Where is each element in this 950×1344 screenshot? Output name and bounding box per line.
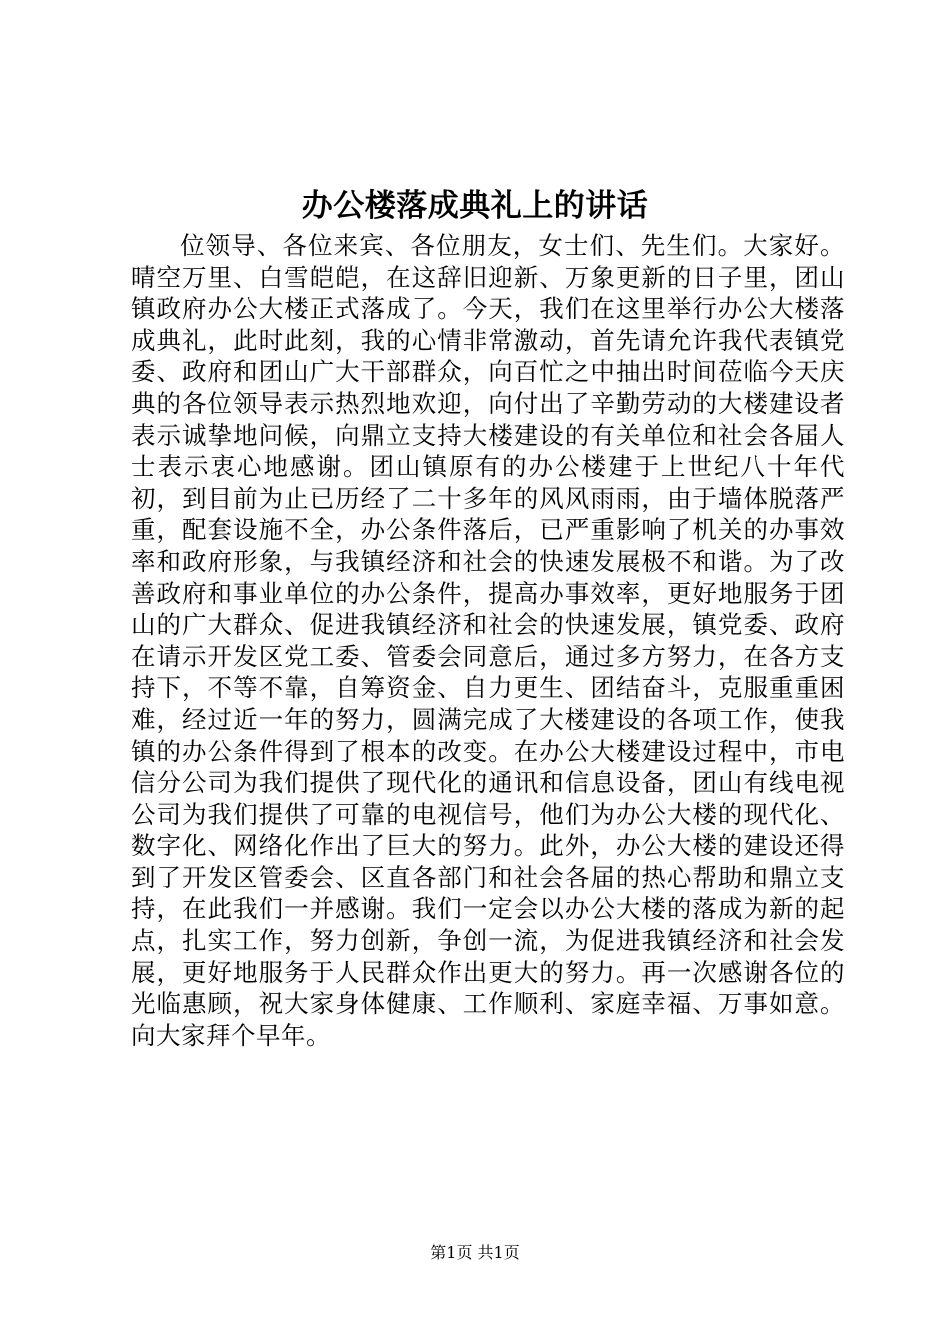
document-title: 办公楼落成典礼上的讲话 xyxy=(301,188,649,224)
speech-body: 位领导、各位来宾、各位朋友，女士们、先生们。大家好。晴空万里、白雪皑皑，在这辞旧迎新、万象更新的日子里，团山镇政府办公大楼正式落成了。今天，我们在这里举行办公大楼落成典礼，此时此刻，我的心情非常激动，首先请允许我代表镇党委、政府和团山广大干部群众，向百忙之中抽出时间莅临今天庆典的各位领导表示热烈地欢迎，向付出了辛勤劳动的大楼建设者表示诚挚地问候，向鼎立支持大楼建设的有关单位和社会各届人士表示衷心地感谢。团山镇原有的办公楼建于上世纪八十年代初，到目前为止已历经了二十多年的风风雨雨，由于墙体脱落严重，配套设施不全，办公条件落后，已严重影响了机关的办事效率和政府形象，与我镇经济和社会的快速发展极不和谐。为了改善政府和事业单位的办公条件，提高办事效率，更好地服务于团山的广大群众、促进我镇经济和社会的快速发展，镇党委、政府在请示开发区党工委、管委会同意后，通过多方努力，在各方支持下，不等不靠，自筹资金、自力更生、团结奋斗，克服重重困难，经过近一年的努力，圆满完成了大楼建设的各项工作，使我镇的办公条件得到了根本的改变。在办公大楼建设过程中，市电信分公司为我们提供了现代化的通讯和信息设备，团山有线电视公司为我们提供了可靠的电视信号，他们为办公大楼的现代化、数字化、网络化作出了巨大的努力。此外，办公大楼的建设还得到了开发区管委会、区直各部门和社会各届的热心帮助和鼎立支持，在此我们一并感谢。我们一定会以办公大楼的落成为新的起点，扎实工作，努力创新，争创一流，为促进我镇经济和社会发展，更好地服务于人民群众作出更大的努力。再一次感谢各位的光临惠顾，祝大家身体健康、工作顺利、家庭幸福、万事如意。向大家拜个早年。 xyxy=(131,231,845,1050)
page-number: 第1页 xyxy=(430,1243,473,1262)
page-footer xyxy=(0,1242,950,1264)
page-total: 共1页 xyxy=(477,1243,520,1262)
